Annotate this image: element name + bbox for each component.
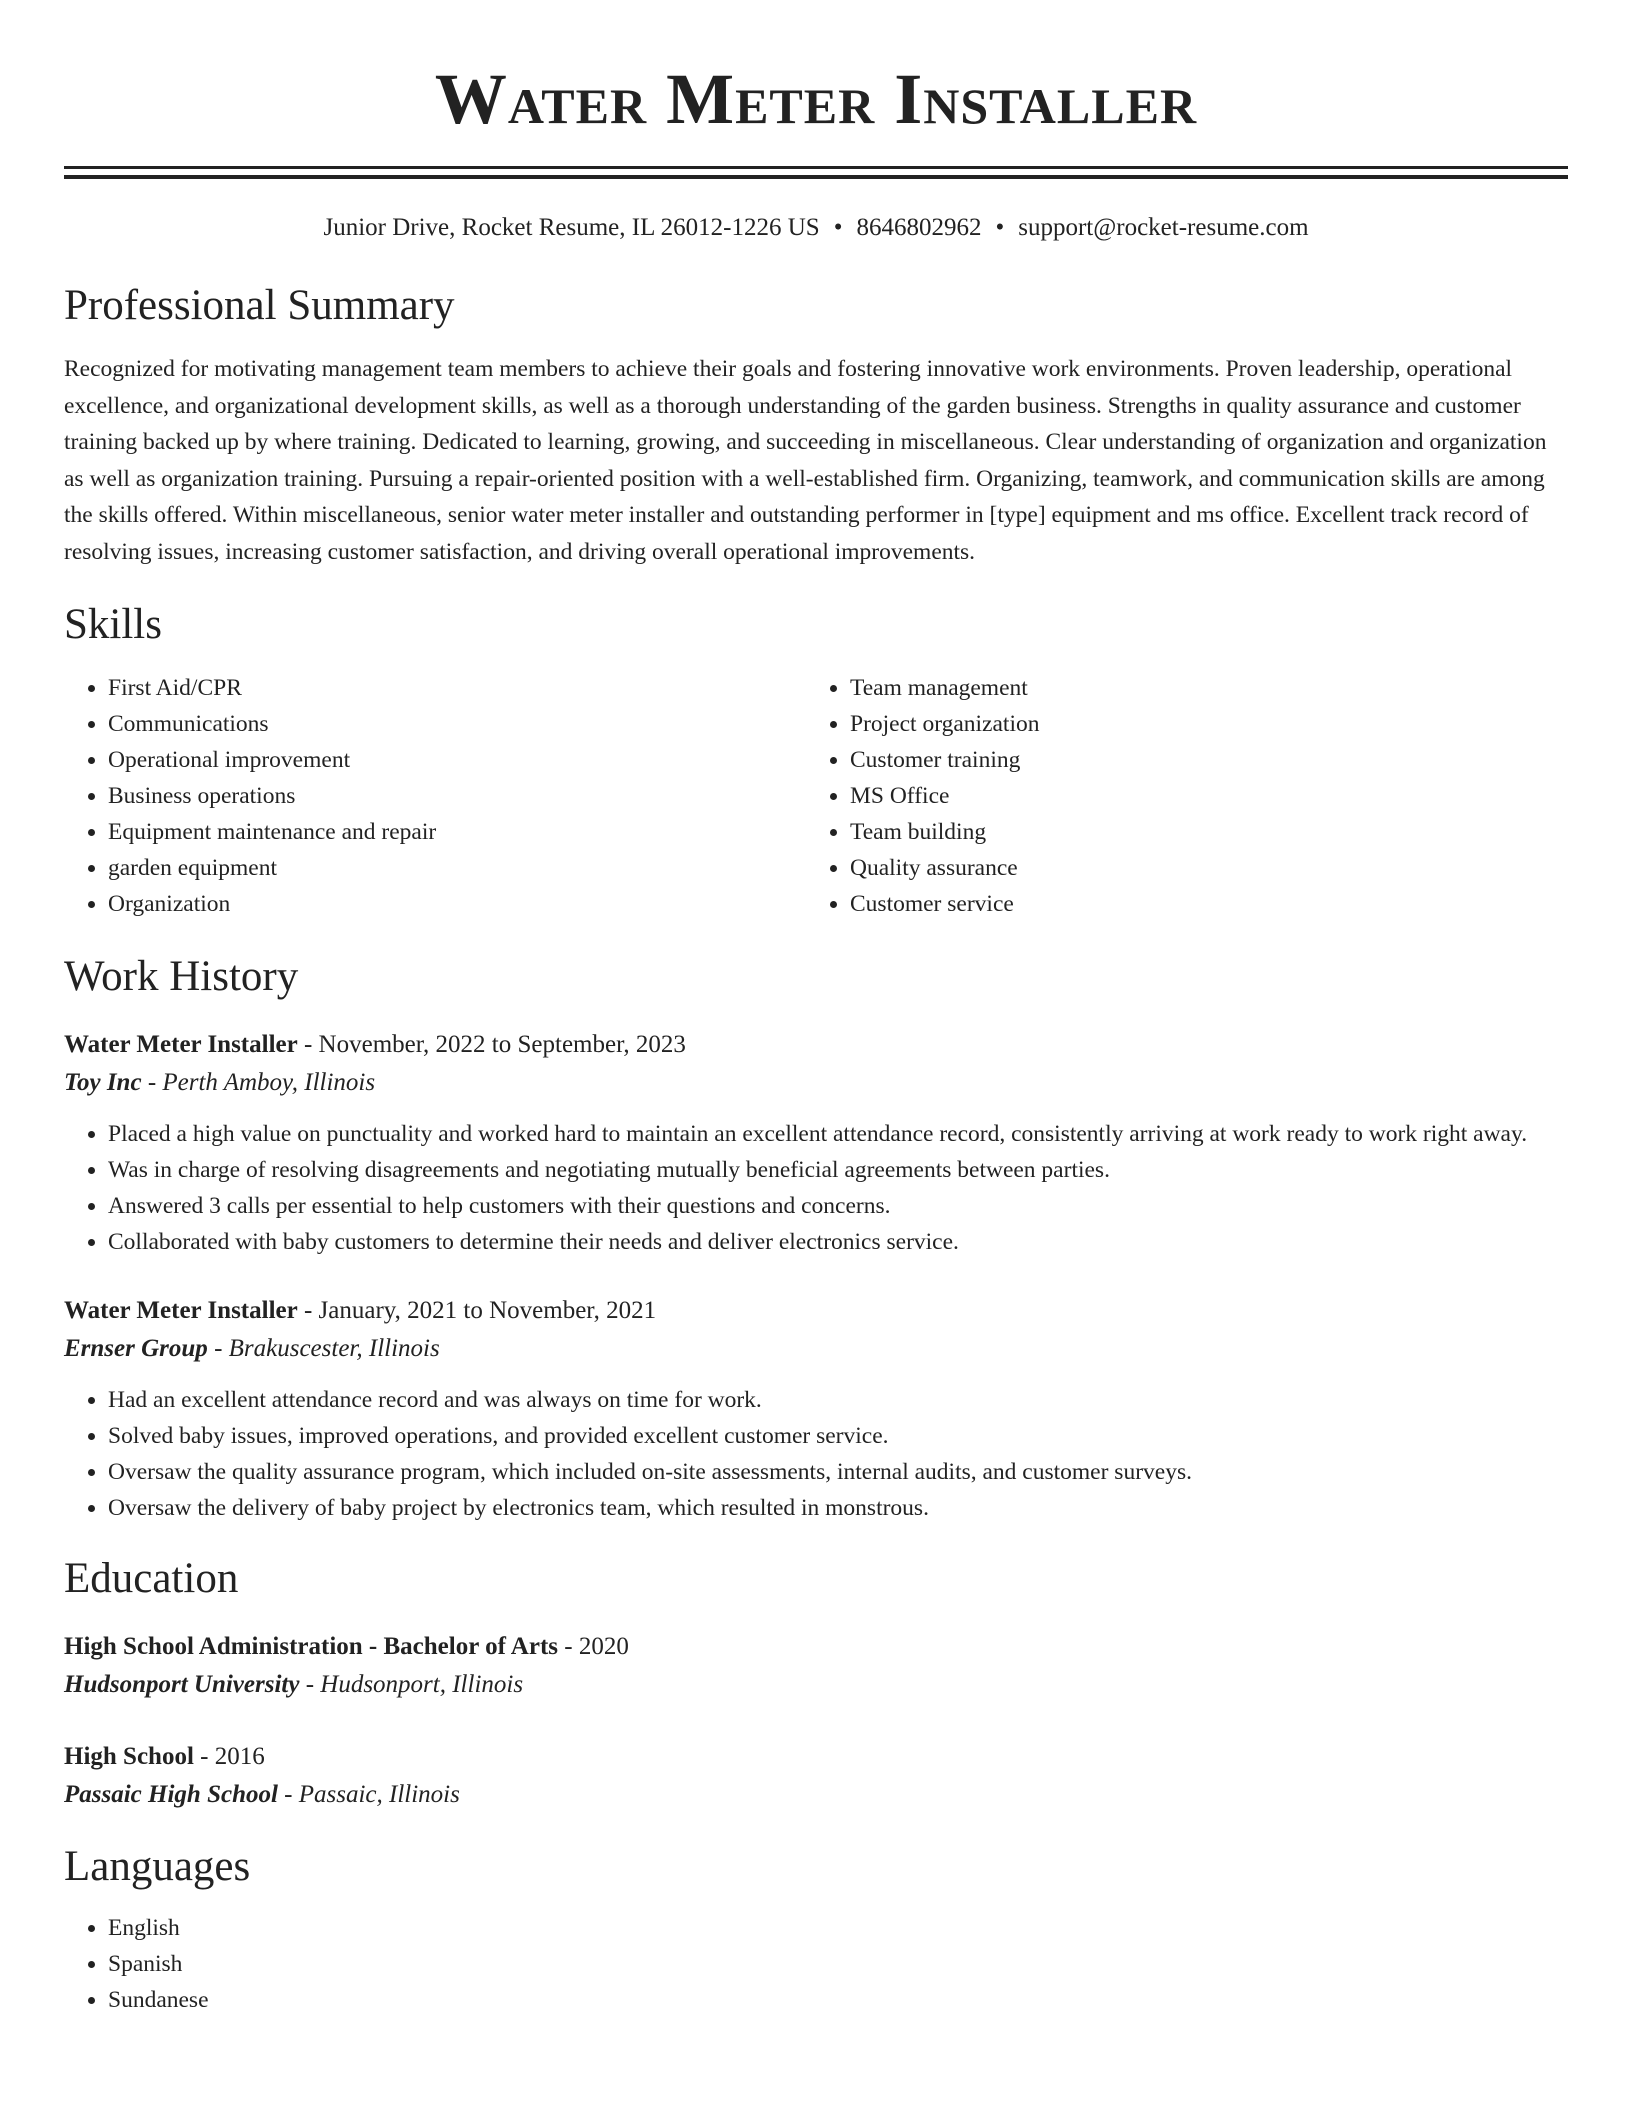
language-item: • Sundanese: [108, 1982, 1568, 2018]
skill-item: • garden equipment: [108, 850, 806, 886]
education-school-line: [64, 1776, 1568, 1814]
education-degree-line: [64, 1738, 1568, 1776]
education-location: - Hudsonport, Illinois: [299, 1671, 524, 1698]
education-entry: [64, 1628, 1568, 1704]
job-location: - Brakuscester, Illinois: [207, 1335, 440, 1362]
skills-heading: Skills: [64, 601, 162, 648]
job-company-line: [64, 1064, 1568, 1102]
skill-item: • Team building: [850, 814, 1548, 850]
job-bullet: • Solved baby issues, improved operations, and provided excellent customer service.: [108, 1418, 1568, 1454]
languages-list: [64, 1910, 1568, 2018]
skill-item: • Business operations: [108, 778, 806, 814]
education-entry: [64, 1738, 1568, 1814]
job-bullet: • Oversaw the quality assurance program, which included on-site assessments, internal audits, and customer surveys.: [108, 1454, 1568, 1490]
job-bullet: • Answered 3 calls per essential to help customers with their questions and concerns.: [108, 1188, 1568, 1224]
education-degree: High School Administration - Bachelor of Arts: [64, 1633, 559, 1660]
job-company-line: [64, 1330, 1568, 1368]
contact-separator: •: [995, 214, 1005, 241]
job-dates: - January, 2021 to November, 2021: [297, 1297, 657, 1324]
job-bullets: [64, 1116, 1568, 1260]
education-year: - 2020: [558, 1633, 629, 1660]
summary-text: Recognized for motivating management team members to achieve their goals and fostering innovative work environments. Proven leadership, operational excellence, and organizational development skills, as well as a thorough understanding of the garden business. Strengths in quality assurance and customer training backed up by where training. Dedicated to learning, growing, and succeeding in miscellaneous. Clear understanding of organization and organization as well as organization training. Pursuing a repair-oriented position with a well-established firm. Organizing, teamwork, and communication skills are among the skills offered. Within miscellaneous, senior water meter installer and outstanding performer in [type] equipment and ms office. Excellent track record of resolving issues, increasing customer satisfaction, and driving overall operational improvements.: [64, 356, 1547, 565]
job-bullet: • Oversaw the delivery of baby project by electronics team, which resulted in monstrous.: [108, 1490, 1568, 1526]
job-entry: [64, 1026, 1568, 1260]
job-bullet: • Had an excellent attendance record and was always on time for work.: [108, 1382, 1568, 1418]
skill-item: • Customer training: [850, 742, 1548, 778]
languages-heading: Languages: [64, 1843, 251, 1890]
skill-item: • Equipment maintenance and repair: [108, 814, 806, 850]
contact-separator: •: [833, 214, 843, 241]
language-item: • Spanish: [108, 1946, 1568, 1982]
job-location: - Perth Amboy, Illinois: [141, 1069, 376, 1096]
education-school: Passaic High School: [64, 1781, 278, 1808]
education-school-line: [64, 1666, 1568, 1704]
job-title-line: [64, 1292, 1568, 1330]
work-history-heading: Work History: [64, 953, 299, 1000]
summary-heading: Professional Summary: [64, 282, 455, 329]
skill-item: • Organization: [108, 886, 806, 922]
skill-item: • Project organization: [850, 706, 1548, 742]
contact-email: support@rocket-resume.com: [1018, 214, 1309, 241]
job-title-line: [64, 1026, 1568, 1064]
job-bullet: • Was in charge of resolving disagreements and negotiating mutually beneficial agreements between parties.: [108, 1152, 1568, 1188]
education-degree-line: [64, 1628, 1568, 1666]
skills-list-right: [806, 670, 1548, 922]
job-bullet: • Placed a high value on punctuality and worked hard to maintain an excellent attendance record, consistently arriving at work ready to work right away.: [108, 1116, 1568, 1152]
job-bullet: • Collaborated with baby customers to determine their needs and deliver electronics service.: [108, 1224, 1568, 1260]
skill-item: • Team management: [850, 670, 1548, 706]
skill-item: • MS Office: [850, 778, 1548, 814]
skill-item: • Quality assurance: [850, 850, 1548, 886]
skills-columns: [64, 670, 1568, 922]
skill-item: • Customer service: [850, 886, 1548, 922]
job-title: Water Meter Installer: [64, 1031, 298, 1058]
job-company: Ernser Group: [64, 1335, 208, 1362]
job-dates: - November, 2022 to September, 2023: [297, 1031, 686, 1058]
education-year: - 2016: [193, 1743, 265, 1770]
language-item: • English: [108, 1910, 1568, 1946]
job-bullets: [64, 1382, 1568, 1526]
skill-item: • Communications: [108, 706, 806, 742]
resume-name: Water Meter Installer: [434, 59, 1198, 139]
job-title: Water Meter Installer: [64, 1297, 298, 1324]
contact-phone: 8646802962: [856, 214, 982, 241]
education-degree: High School: [64, 1743, 194, 1770]
contact-line: [64, 213, 1568, 243]
education-location: - Passaic, Illinois: [277, 1781, 460, 1808]
education-school: Hudsonport University: [64, 1671, 300, 1698]
job-entry: [64, 1292, 1568, 1526]
skills-list-left: [64, 670, 806, 922]
header-rule-bottom: [64, 175, 1568, 179]
skill-item: • First Aid/CPR: [108, 670, 806, 706]
header-rule-top: [64, 166, 1568, 169]
contact-address: Junior Drive, Rocket Resume, IL 26012-1226 US: [323, 214, 820, 241]
job-company: Toy Inc: [64, 1069, 142, 1096]
skill-item: • Operational improvement: [108, 742, 806, 778]
education-heading: Education: [64, 1555, 239, 1602]
